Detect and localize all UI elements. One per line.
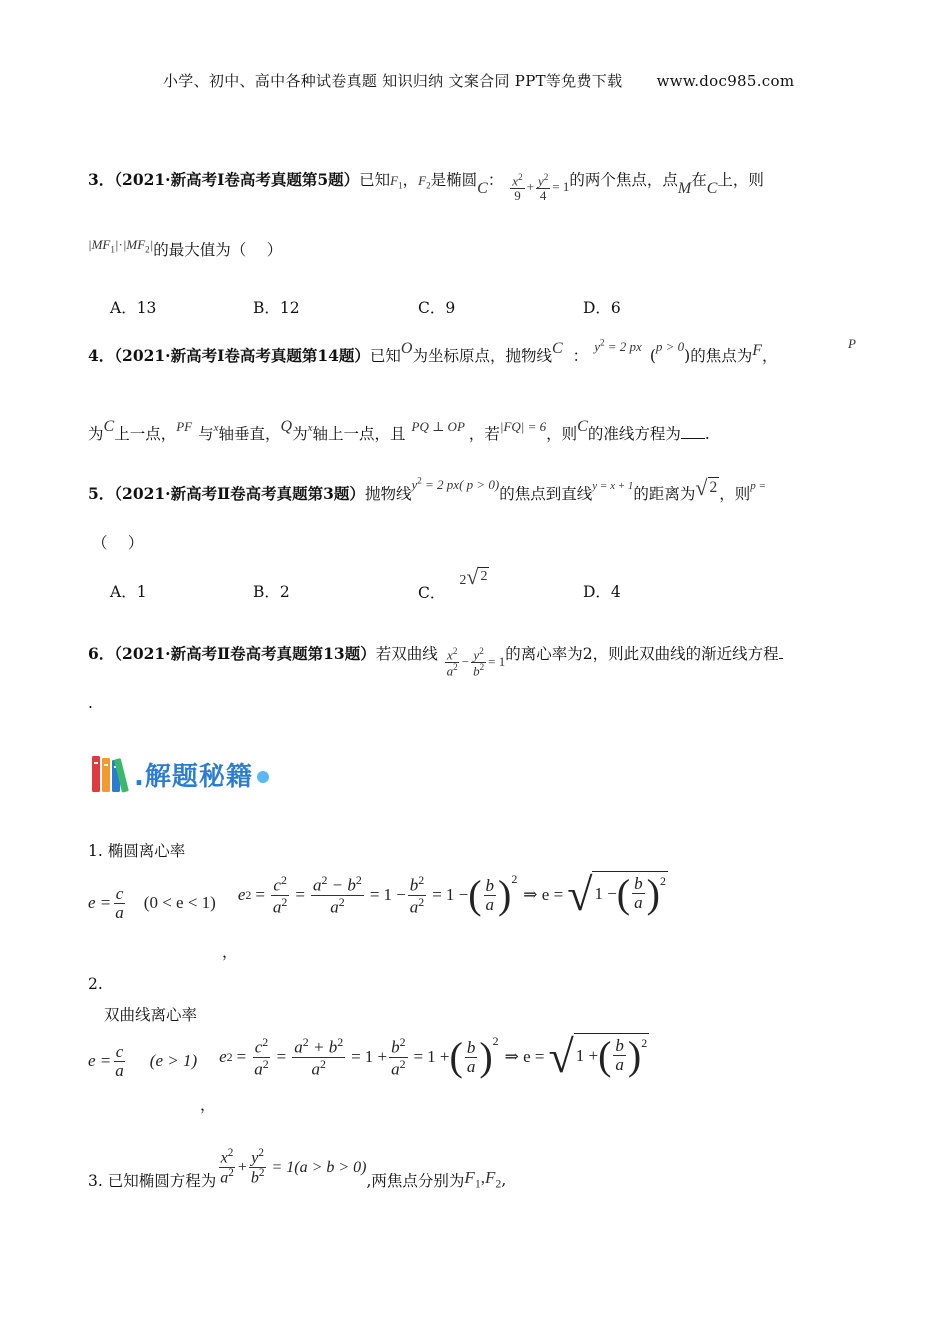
section-title: .解题秘籍 bbox=[134, 761, 253, 792]
question-6-period: . bbox=[88, 694, 93, 712]
text: 的准线方程为 bbox=[587, 425, 681, 443]
text: ,两焦点分别为 bbox=[366, 1171, 465, 1190]
math-PF: PF bbox=[176, 419, 193, 434]
q3-option-a[interactable]: A．13 bbox=[110, 299, 157, 317]
text: ) bbox=[684, 347, 691, 365]
text: 的离心率为2，则此双曲线的渐近线方程 bbox=[505, 645, 779, 663]
parabola-equation: y2 = 2 px( p > 0) bbox=[411, 475, 500, 492]
math-x: x bbox=[307, 422, 313, 434]
question-source: （2021·新高考Ⅱ卷高考真题第3题） bbox=[114, 484, 365, 503]
q5-option-a[interactable]: A．1 bbox=[110, 583, 147, 601]
math-FQ: |FQ| = 6 bbox=[499, 419, 547, 434]
question-4-line-1 bbox=[88, 337, 778, 366]
question-number: 6． bbox=[88, 644, 115, 663]
section-heading bbox=[90, 752, 269, 796]
question-number: 5． bbox=[88, 484, 115, 503]
math-F1: $F_1$ bbox=[390, 173, 403, 191]
tip-1-label: 1. 椭圆离心率 bbox=[88, 842, 186, 860]
answer-blank[interactable] bbox=[779, 644, 783, 659]
math-condition: p > 0 bbox=[655, 339, 685, 354]
q3-option-d[interactable]: D．6 bbox=[583, 299, 621, 317]
text: 为 bbox=[88, 425, 104, 443]
math-perpendicular: PQ ⊥ OP bbox=[411, 419, 465, 434]
question-source: （2021·新高考Ⅰ卷高考真题第5题） bbox=[114, 170, 360, 189]
section-dot bbox=[257, 771, 269, 783]
math-F2: $F_2$ bbox=[418, 173, 431, 191]
ellipse-equation: $\frac{x^2}{9}$ + $\frac{y^2}{4}$ = 1 bbox=[512, 171, 570, 203]
text: ，则 bbox=[546, 425, 578, 443]
text: 的最大值为（ ） bbox=[153, 241, 283, 259]
text: 的焦点到直线 bbox=[499, 485, 593, 503]
text: , bbox=[501, 1170, 507, 1189]
hyperbola-equation: $\frac{x^2}{a^2}$ − $\frac{y^2}{b^2}$ = 1 bbox=[446, 645, 506, 678]
text: 与 bbox=[198, 425, 214, 443]
text: ，则 bbox=[719, 485, 751, 503]
text: 抛物线 bbox=[364, 485, 412, 503]
math-F: F bbox=[752, 342, 763, 359]
text: ，若 bbox=[468, 425, 500, 443]
option-c-value: 2 √ 2 bbox=[459, 564, 488, 589]
text: ： bbox=[487, 171, 504, 189]
answer-blank[interactable] bbox=[681, 424, 705, 439]
math-C: C bbox=[103, 418, 115, 435]
question-5-line-1 bbox=[88, 475, 766, 504]
math-C: C bbox=[477, 180, 488, 197]
question-3-line-2 bbox=[88, 238, 282, 261]
math-Q: Q bbox=[280, 418, 293, 435]
question-number: 4． bbox=[88, 346, 115, 365]
question-6-line-1 bbox=[88, 642, 783, 678]
question-4-line-2 bbox=[88, 418, 710, 444]
text: 轴垂直， bbox=[218, 425, 281, 443]
tip-2-label: 2. bbox=[88, 975, 103, 993]
math-M: M bbox=[677, 180, 692, 197]
text: 上一点， bbox=[114, 425, 177, 443]
math-C: C bbox=[552, 340, 563, 357]
text: 的距离为 bbox=[633, 485, 696, 503]
text: 是椭圆 bbox=[430, 171, 478, 189]
text: 的两个焦点，点 bbox=[569, 171, 678, 189]
question-source: （2021·新高考Ⅰ卷高考真题第14题） bbox=[114, 346, 370, 365]
text: ： bbox=[572, 347, 589, 365]
text: 若双曲线 bbox=[375, 645, 438, 663]
text: 的焦点为 bbox=[690, 347, 753, 365]
q5-option-c[interactable]: C．2 √ 2 bbox=[418, 564, 488, 602]
math-C: C bbox=[706, 180, 718, 197]
line-equation: y = x + 1 bbox=[592, 480, 634, 492]
text: ， bbox=[762, 347, 778, 365]
q5-answer-paren: （ ） bbox=[92, 534, 144, 552]
q3-option-b[interactable]: B．12 bbox=[253, 299, 300, 317]
math-F1-F2: $F_1,F_2$ bbox=[464, 1167, 502, 1191]
ellipse-equation: $\frac{x^2}{a^2}$ + $\frac{y^2}{b^2}$ = 1(a > b > 0) bbox=[220, 1147, 367, 1187]
text: 上，则 bbox=[717, 171, 764, 189]
text: ( bbox=[649, 347, 656, 365]
page-header bbox=[163, 70, 794, 91]
text: 已知 bbox=[369, 347, 401, 365]
question-3-line-1 bbox=[88, 168, 764, 202]
math-p: p = bbox=[750, 480, 766, 492]
math-abs-product: |MF1|·|MF2| bbox=[88, 237, 154, 255]
text: 已知 bbox=[359, 171, 391, 189]
q5-option-b[interactable]: B．2 bbox=[253, 583, 290, 601]
hyperbola-eccentricity-formula: e = $\frac{c}{a}$ (e > 1) e 2 = $\frac{c^2}{a^2}$ = $\frac{a^2 + b^2}{a^2}$ = 1 + $\frac{b^2}{a^2}$ = 1 + ( $\frac{b}{a}$ ) 2 ⇒ e = √ 1 + ( $\frac{b}{a}$ ) 2 bbox=[88, 1031, 648, 1082]
comma: ， bbox=[200, 1096, 216, 1114]
math-C: C bbox=[577, 418, 588, 435]
text: 轴上一点，且 bbox=[312, 425, 406, 443]
math-O: O bbox=[400, 340, 413, 357]
math-P: P bbox=[848, 336, 856, 351]
sqrt-2: √ 2 bbox=[695, 475, 718, 500]
q5-option-d[interactable]: D．4 bbox=[583, 583, 621, 601]
text: 为坐标原点，抛物线 bbox=[412, 347, 552, 365]
text: . bbox=[704, 425, 710, 443]
ellipse-eccentricity-formula: e = $\frac{c}{a}$ (0 < e < 1) e 2 = $\frac{c^2}{a^2}$ = $\frac{a^2 - b^2}{a^2}$ = 1 − $\frac{b^2}{a^2}$ = 1 − ( $\frac{b}{a}$ ) 2 ⇒ e = √ 1 − ( $\frac{b}{a}$ ) 2 bbox=[88, 869, 666, 922]
books-icon bbox=[90, 752, 134, 796]
text: 在 bbox=[691, 171, 707, 189]
comma: ， bbox=[222, 943, 238, 961]
q3-option-c[interactable]: C．9 bbox=[418, 299, 456, 317]
text: ， bbox=[402, 171, 419, 189]
text: 为 bbox=[292, 425, 308, 443]
tip-3-line bbox=[88, 1147, 507, 1199]
question-number: 3． bbox=[88, 170, 115, 189]
tip-2-title: 双曲线离心率 bbox=[104, 1006, 198, 1024]
question-source: （2021·新高考Ⅱ卷高考真题第13题） bbox=[114, 644, 376, 663]
tip-3-label: 3. 已知椭圆方程为 bbox=[88, 1171, 217, 1190]
header-url[interactable]: www.doc985.com bbox=[656, 72, 795, 90]
math-x: x bbox=[213, 422, 219, 434]
parabola-equation: y2 = 2 px bbox=[594, 337, 642, 354]
header-text: 小学、初中、高中各种试卷真题 知识归纳 文案合同 PPT等免费下载 bbox=[163, 72, 623, 90]
